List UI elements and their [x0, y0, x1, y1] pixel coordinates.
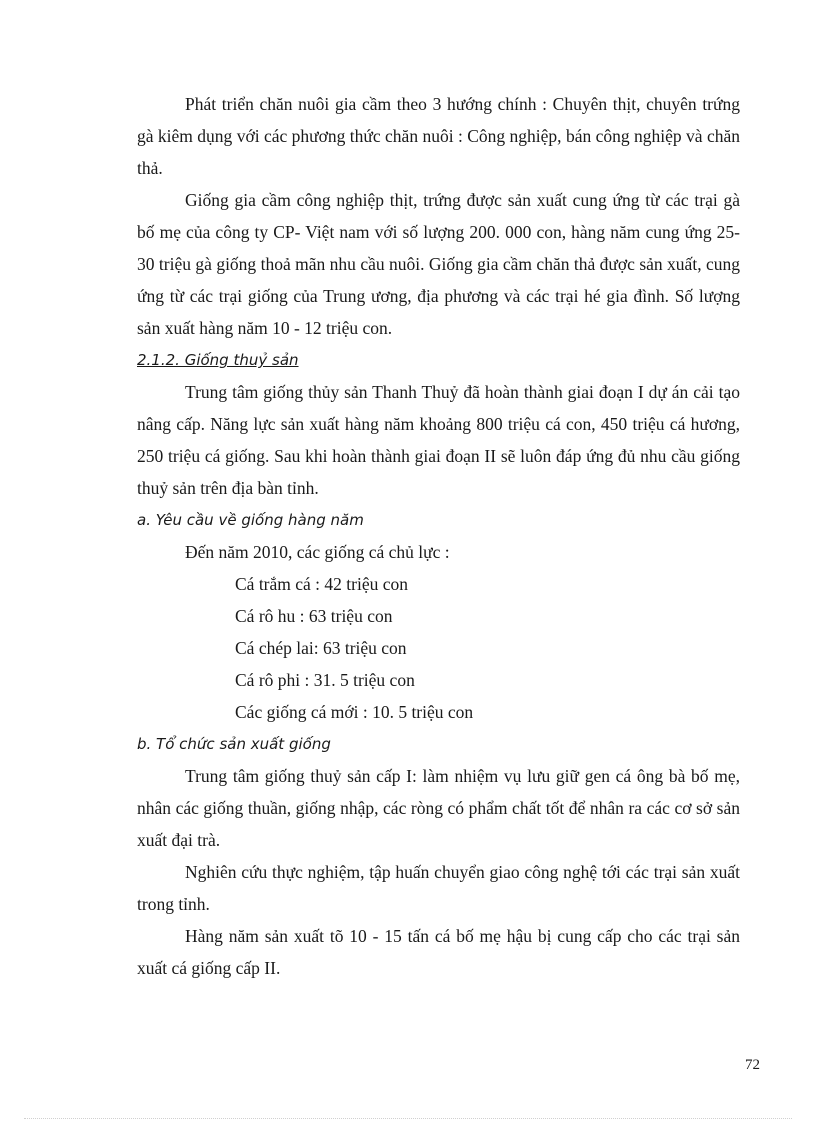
paragraph-center-level-1: Trung tâm giống thuỷ sản cấp I: làm nhiệm vụ lưu giữ gen cá ông bà bố mẹ, nhân các giống thuần, giống nhập, các ròng có phẩm chất tốt để nhân ra các cơ sở sản xuất đại trà.: [137, 766, 740, 850]
list-item: Các giống cá mới : 10. 5 triệu con: [235, 702, 474, 722]
list-item: Cá trắm cá : 42 triệu con: [235, 574, 408, 594]
paragraph-research-training: Nghiên cứu thực nghiệm, tập huấn chuyển giao công nghệ tới các trại sản xuất trong tỉnh.: [137, 862, 740, 914]
paragraph-annual-production: Hàng năm sản xuất tõ 10 - 15 tấn cá bố mẹ hậu bị cung cấp cho các trại sản xuất cá giống cấp II.: [137, 926, 740, 978]
subsection-heading-production-organization: b. Tổ chức sản xuất giống: [137, 735, 331, 753]
paragraph-aquaculture-center: Trung tâm giống thủy sản Thanh Thuỷ đã hoàn thành giai đoạn I dự án cải tạo nâng cấp. Năng lực sản xuất hàng năm khoảng 800 triệu cá con, 450 triệu cá hương, 250 triệu cá giống. Sau khi hoàn thành giai đoạn II sẽ luôn đáp ứng đủ nhu cầu giống thuỷ sản trên địa bàn tỉnh.: [137, 382, 740, 498]
fish-species-list: [137, 568, 740, 728]
paragraph-poultry-directions: Phát triển chăn nuôi gia cầm theo 3 hướng chính : Chuyên thịt, chuyên trứng gà kiêm dụng với các phương thức chăn nuôi : Công nghiệp, bán công nghiệp và chăn thả.: [137, 94, 740, 178]
subsection-heading-annual-requirements: a. Yêu cầu về giống hàng năm: [137, 511, 364, 529]
section-heading-aquaculture: [137, 344, 740, 376]
page-bottom-divider: [24, 1118, 792, 1119]
paragraph-poultry-breeds: Giống gia cầm công nghiệp thịt, trứng được sản xuất cung ứng từ các trại gà bố mẹ của công ty CP- Việt nam với số lượng 200. 000 con, hàng năm cung ứng 25- 30 triệu gà giống thoả mãn nhu cầu nuôi. Giống gia cầm chăn thả được sản xuất, cung ứng từ các trại giống của Trung ương, địa phương và các trại hé gia đình. Số lượng sản xuất hàng năm 10 - 12 triệu con.: [137, 190, 740, 338]
list-item: Cá rô phi : 31. 5 triệu con: [235, 670, 415, 690]
list-item: Cá chép lai: 63 triệu con: [235, 638, 407, 658]
annual-requirements-intro: Đến năm 2010, các giống cá chủ lực :: [185, 542, 450, 562]
list-item: Cá rô hu : 63 triệu con: [235, 606, 393, 626]
section-heading-aquaculture-text: 2.1.2. Giống thuỷ sản: [137, 351, 299, 369]
page-number: 72: [745, 1057, 760, 1073]
document-body: [137, 88, 740, 984]
